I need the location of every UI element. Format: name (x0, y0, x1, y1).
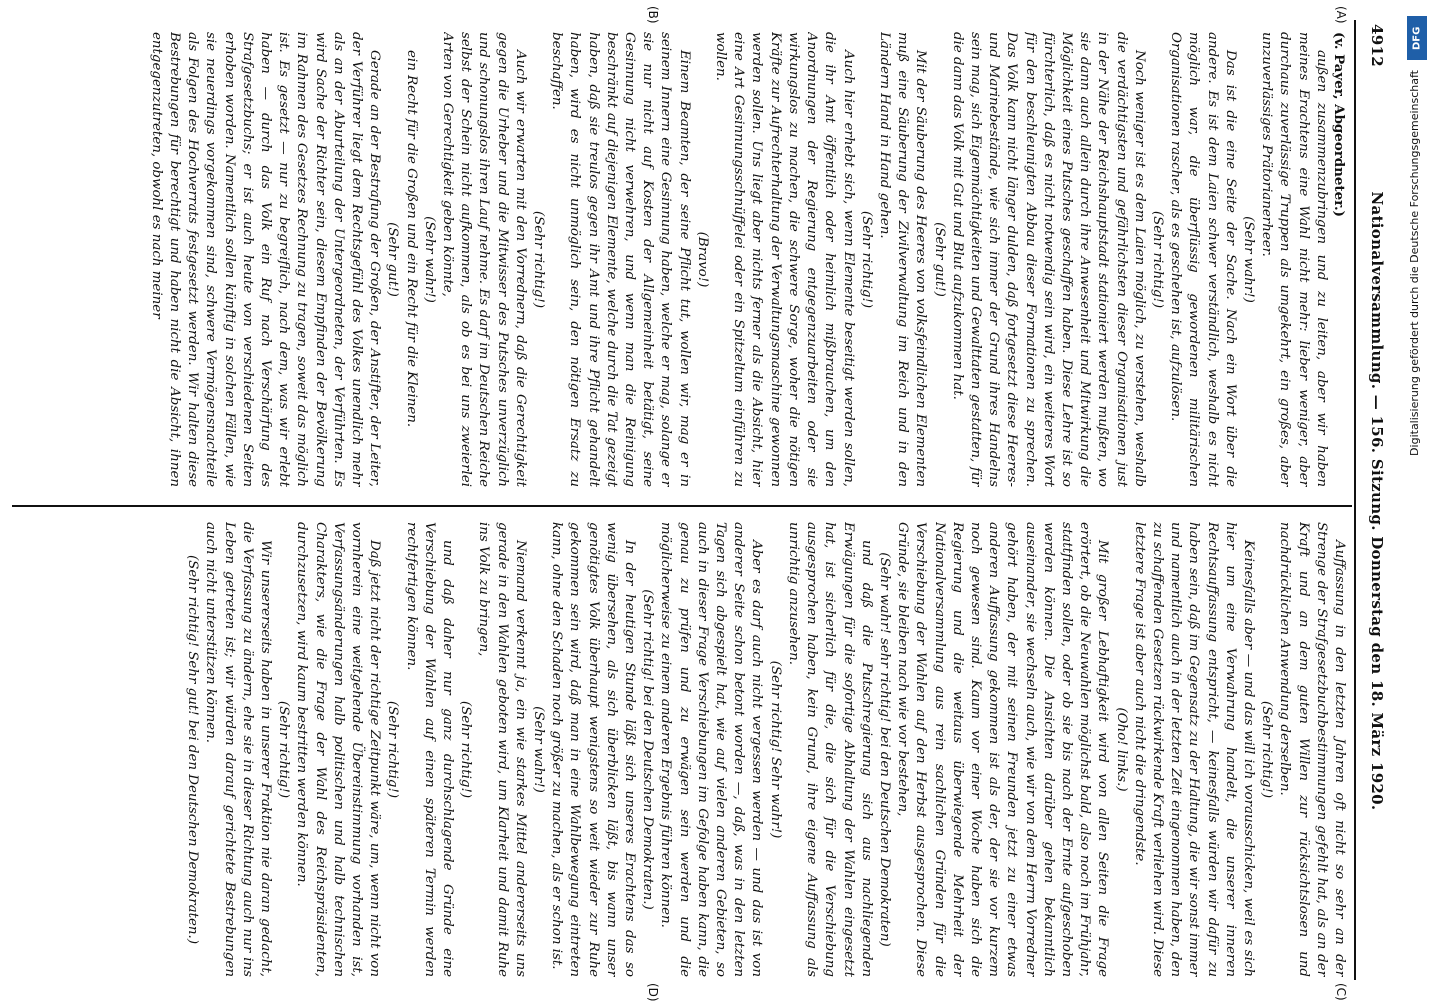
interjection: (Sehr wahr!) (1240, 216, 1256, 303)
page-number: 4912 (1368, 24, 1386, 67)
paragraph: Daß jetzt nicht der richtige Zeitpunkt wäre, um, wenn nicht von vornherein eine weitgehende Übereinstimmung vorhanden ist, Verfassungsänderungen halb politischen und halb technischen Charakters, wie die Frage der Wahl des Reichspräsidenten, durchzusetzen, wird kaum bestritten werden können. (294, 522, 383, 977)
paragraph: außen zusammenzubringen und zu leiten, aber wir haben meines Erachtens eine Wahl nicht mehr: lieber weniger, aber durchaus zuverlässige Truppen als umgekehrt, ein großes, aber unzuverlässiges Prätorianerheer. (1259, 32, 1329, 487)
paragraph: Noch weniger ist es dem Laien möglich, zu verstehen, weshalb die verdächtigsten und gefährlichsten dieser Organisationen just in der Nähe der Reichshauptstadt stationiert werden mußten, wo sie dann auch allein durch ihre Anwesenheit und Mitwirkung die Möglichkeit eines Putsches geschaffen haben. Diese Lehre ist so fürchterlich, daß es nicht notwendig sein wird, ein weiteres Wort für den beschleunigten Abbau dieser Formationen zu sprechen. Das Volk kann nicht länger dulden, daß fortgesetzt diese Heeres- und Marinebestände, wie sich immer der Grund ihres Handelns sein mag, sich Eigenmächtigkeiten und Gewalttaten gestatten, für die dann das Volk mit Gut und Blut aufzukommen hat. (949, 32, 1147, 487)
paragraph: Auffassung in den letzten Jahren oft nicht so sehr an der Strenge der Strafgesetzbuchbestimmungen gefehlt hat, als an der Kraft und an dem guten Willen zur rücksichtslosen und nachdrücklichen Anwendung derselben. (1277, 522, 1347, 977)
interjection: (Sehr gut!) (385, 222, 401, 297)
interjection: (Sehr richtig!) (276, 700, 292, 799)
column-divider (12, 505, 1352, 507)
speaker-label: (v. Payer, Abgeordneter.) (1331, 32, 1347, 217)
page-title: Nationalversammlung. — 156. Sitzung. Donnerstag den 18. März 1920. (1368, 191, 1386, 811)
interjection: (Sehr wahr!) (531, 706, 547, 793)
paragraph: und daß die Putschregierung sich aus nachliegenden Erwägungen für die sofortige Abhaltung der Wahlen eingesetzt hat, ist sicherlich für die, die sich für die Verschiebung ausgesprochen haben, kein Grund, ihre eigene Auffassung als unrichtig anzusehen. (785, 522, 874, 977)
interjection: (Bravo!) (694, 231, 710, 288)
paragraph: Aber es darf auch nicht vergessen werden — und das ist von anderer Seite schon betont worden —, daß, was in den letzten Tagen sich abgespielt hat, wie auf vielen anderen Gebieten, so auch in dieser Frage Verschiebungen im Gefolge haben kann, die genau zu prüfen und zu erwägen sein werden und die möglicherweise zu einem anderen Ergebnis führen können. (658, 522, 765, 977)
paragraph: Keinesfalls aber — und das will ich vorausschicken, weil es sich hier um eine Verwahrung handelt, die unserer inneren Rechtsauffassung entspricht, — keinesfalls würden wir dafür zu haben sein, daß im Gegensatz zu der Haltung, die wir sonst immer und namentlich auch in der letzten Zeit eingenommen haben, den zu schaffenden Gesetzen rückwirkende Kraft verliehen wird. Diese letztere Frage ist aber auch nicht die dringendste. (1131, 522, 1256, 977)
paragraph: Gerade an der Bestrafung der Großen, der Anstifter, der Leiter, der Verführer liegt dem Rechtsgefühl des Volkes unendlich mehr als an der Aburteilung der Untergeordneten, der Verführten. Es wird Sache der Richter sein, diesem Empfinden der Bevölkerung im Rahmen des Gesetzes Rechnung zu tragen, soweit das möglich ist. Es gesetzt — nur zu begreiflich, nach dem, was wir erlebt haben — durch das Volk ein Ruf nach Verschärfung des Strafgesetzbuchs; er ist auch heute von verschiedenen Seiten erhoben worden. Namentlich sollen künftig in solchen Fällen, wie sie neuerdings vorgekommen sind, schwere Vermögensnachteile als Folgen des Hochverrats festgesetzt werden. Wir halten diese Bestrebungen für berechtigt und haben nicht die Absicht, ihnen entgegenzutreten, obwohl es nach meiner (148, 32, 383, 487)
interjection: (Sehr wahr! sehr richtig! bei den Deutschen Demokraten) (876, 552, 892, 947)
left-paragraphs (147, 32, 1330, 487)
margin-mark-d: (D) (646, 983, 660, 1002)
paragraph: ein Recht für die Großen und ein Recht für die Kleinen. (403, 50, 419, 428)
left-column (18, 32, 1348, 487)
paragraph: Mit der Säuberung des Heeres von volksfeindlichen Elementen muß eine Säuberung der Zivilverwaltung im Reich und in den Ländern Hand in Hand gehen. (876, 32, 929, 487)
right-paragraphs (183, 522, 1348, 977)
digitization-strip (1404, 10, 1430, 990)
digitization-credit: Digitalisierung gefördert durch die Deutsche Forschungsgemeinschaft (1408, 70, 1421, 456)
paragraph: Das ist die eine Seite der Sache. Nach ein Wort über die andere. Es ist dem Laien schwer verständlich, weshalb es nicht möglich war, die überflüssig gewordenen militärischen Organisationen rascher, als es geschehen ist, aufzulösen. (1168, 32, 1238, 487)
interjection: (Sehr richtig!) (858, 210, 874, 309)
interjection: (Sehr gut!) (931, 222, 947, 297)
interjection: (Sehr richtig!) (1259, 700, 1275, 799)
page-header (1360, 24, 1386, 978)
paragraph: Mit großer Lebhaftigkeit wird von allen Seiten die Frage erörtert, ob die Neuwahlen möglichst bald, also noch im Frühjahr, stattfinden sollen, oder ob sie bis nach der Ernte aufgeschoben werden können. Die Ansichten darüber gehen bekanntlich auseinander, sie wechseln auch, wie wir von dem Herrn Vorredner gehört haben, der mit seinen Freunden jetzt zu einer etwas anderen Auffassung gekommen ist als der, der sie vor kurzem noch gewesen sind. Kaum vor einer Woche haben sich die Regierung und die weitaus überwiegende Mehrheit der Nationalversammlung aus rein sachlichen Gründen für die Verschiebung der Wahlen auf den Herbst ausgesprochen. Diese Gründe, sie bleiben nach wie vor bestehen, (895, 522, 1111, 977)
margin-mark-c: (C) (1334, 983, 1348, 1001)
paragraph: Auch hier erhebt sich, wenn Elemente beseitigt werden sollen, die ihr Amt öffentlich oder heimlich mißbrauchen, um den Anordnungen der Regierung entgegenzuarbeiten oder sie wirkungslos zu machen, die schwere Sorge, woher die nötigen Kräfte zur Aufrechterhaltung der Verwaltungsmaschine gewonnen werden sollen. Uns liegt aber nichts ferner als die Absicht, hier eine Art Gesinnungsschnüffelei oder ein Spitzeltum einführen zu wollen. (713, 32, 856, 487)
interjection: (Sehr richtig! bei den Deutschen Demokraten.) (640, 589, 656, 910)
header-rule (1354, 20, 1356, 980)
interjection: (Oho! links.) (1113, 707, 1129, 792)
interjection: (Sehr richtig!) (458, 700, 474, 799)
interjection: (Sehr richtig!) (1149, 210, 1165, 309)
interjection: (Sehr richtig!) (385, 700, 401, 799)
interjection: (Sehr wahr!) (421, 216, 437, 303)
paragraph: Wir unsererseits haben in unserer Fraktion nie daran gedacht, die Verfassung zu ändern, ehe sie in dieser Richtung auch nur ins Leben getreten ist; wir würden darauf gerichtete Bestrebungen auch nicht unterstützen können. (203, 522, 274, 977)
paragraph: In der heutigen Stunde läßt sich unseres Erachtens das so wenig übersehen, als sich überblicken läßt, bis wann unser genötigtes Volk überhaupt wenigstens so weit wieder zur Ruhe gekommen sein wird, daß man in eine Wahlbewegung eintreten kann, ohne den Schaden noch größer zu machen, als er schon ist. (549, 522, 638, 977)
margin-mark-a: (A) (1334, 6, 1348, 24)
interjection: (Sehr richtig!) (531, 210, 547, 309)
paragraph: Auch wir erwarten mit den Vorrednern, daß die Gerechtigkeit gegen die Urheber und die Mitwisser des Putsches unverzüglich und schonungslos ihren Lauf nehme. Es darf im Deutschen Reiche selbst der Schein nicht aufkommen, als ob es bei uns zweierlei Arten von Gerechtigkeit geben könnte, (440, 32, 528, 487)
interjection: (Sehr richtig! Sehr gut! bei den Deutschen Demokraten.) (185, 554, 201, 945)
paragraph: und daß daher nur ganz durchschlagende Gründe eine Verschiebung der Wahlen auf einen späteren Termin werden rechtfertigen können. (403, 522, 456, 977)
paragraph: Einem Beamten, der seine Pflicht tut, wollen wir, mag er in seinem Innern eine Gesinnung haben, welche er mag, solange er sie nur nicht auf Kosten der Allgemeinheit betätigt, seine Gesinnung nicht verwehren, und wenn man die Reinigung beschränkt auf diejenigen Elemente, welche durch die Tat gezeigt haben, daß sie treulos gegen ihr Amt und ihre Pflicht gehandelt haben, wird es nicht unmöglich sein, den nötigen Ersatz zu beschaffen. (549, 32, 692, 487)
dfg-logo: DFG (1407, 16, 1427, 60)
paragraph: Niemand verkennt ja, ein wie starkes Mittel andererseits uns gerade in den Wahlen geboten wird, um Klarheit und damit Ruhe ins Volk zu bringen, (476, 522, 528, 977)
interjection: (Sehr richtig! Sehr wahr!) (767, 660, 783, 839)
right-column (18, 522, 1348, 977)
margin-mark-b: (B) (646, 6, 660, 24)
